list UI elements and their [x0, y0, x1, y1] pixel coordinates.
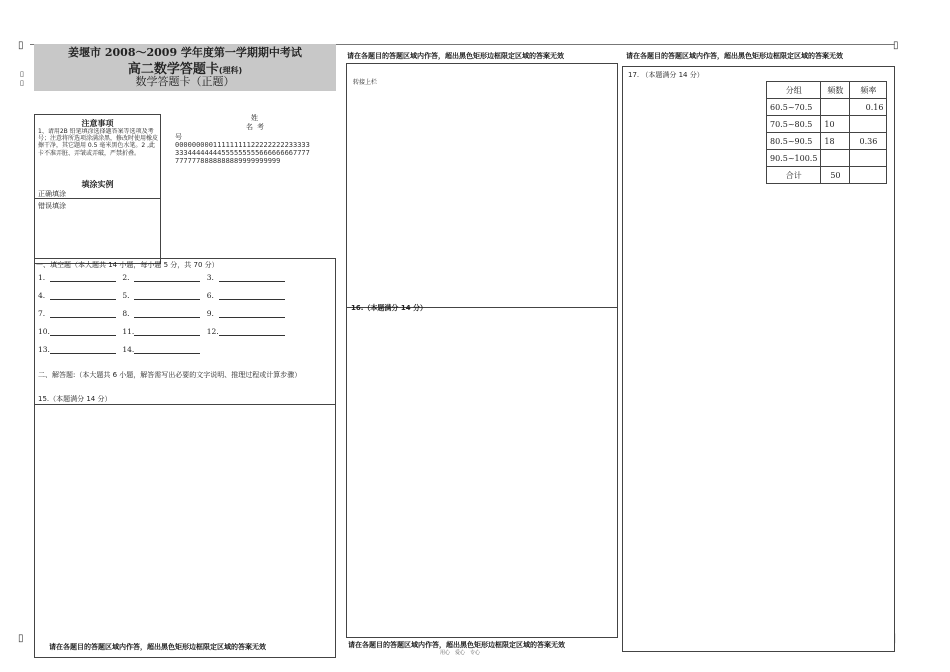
table-row — [767, 116, 887, 133]
question-17-label: 17. （本题满分 14 分） — [628, 71, 704, 79]
table-cell: 70.5~80.5 — [767, 116, 821, 133]
question-17-area[interactable] — [622, 66, 895, 652]
blank-field-1[interactable] — [50, 274, 116, 282]
section-one-title: 一、填空题（本大题共 14 小题，每小题 5 分，共 70 分） — [36, 261, 219, 269]
table-cell: 80.5~90.5 — [767, 133, 821, 150]
wrong-fill-label: 错误填涂 — [38, 202, 66, 210]
blank-number: 14. — [122, 345, 135, 354]
name-label: 姓 — [251, 114, 258, 122]
frequency-table — [766, 81, 887, 184]
footer-text: 用心 爱心 专心 — [440, 650, 481, 656]
blank-field-12[interactable] — [219, 328, 285, 336]
exam-label: 考 — [257, 123, 264, 131]
blank-field-4[interactable] — [50, 292, 116, 300]
id-digit-grid — [175, 141, 310, 165]
blank-field-10[interactable] — [50, 328, 116, 336]
continue-area[interactable] — [346, 63, 618, 308]
id-label: 号 — [175, 133, 182, 141]
table-cell[interactable] — [850, 150, 887, 167]
blank-field-3[interactable] — [219, 274, 285, 282]
blank-number: 10. — [38, 327, 50, 336]
blank-field-8[interactable] — [134, 310, 200, 318]
table-cell[interactable]: 18 — [821, 133, 850, 150]
corner-mark-top-left: ▯ — [18, 40, 24, 51]
exam-title: 姜堰市 2008～2009 学年度第一学期期中考试 — [68, 46, 302, 59]
blank-field-11[interactable] — [134, 328, 200, 336]
table-cell[interactable]: 0.36 — [850, 133, 887, 150]
section-two-title: 二、解答题:（本大题共 6 小题，解答需写出必要的文字说明、推理过程或计算步骤） — [38, 371, 302, 379]
corner-mark-left-1: ▯ — [20, 70, 24, 78]
blank-field-9[interactable] — [219, 310, 285, 318]
blank-number: 1. — [38, 273, 46, 282]
blank-row-3 — [38, 309, 285, 318]
blank-number: 9. — [206, 309, 214, 318]
table-header-cell: 频数 — [821, 82, 850, 99]
question-16-label: 16.（本题满分 14 分） — [351, 304, 428, 312]
blank-row-2 — [38, 291, 285, 300]
table-cell[interactable]: 10 — [821, 116, 850, 133]
blank-field-14[interactable] — [134, 346, 200, 354]
corner-mark-bottom-left: ▯ — [18, 633, 24, 644]
blank-number: 12. — [206, 327, 219, 336]
q15-answer-area[interactable] — [35, 405, 335, 657]
warning-bottom-col1: 请在各题目的答题区域内作答，超出黑色矩形边框限定区域的答案无效 — [49, 643, 266, 651]
table-cell[interactable] — [850, 116, 887, 133]
fill-example-title: 填涂实例 — [81, 180, 114, 189]
table-header-row — [767, 82, 887, 99]
table-row — [767, 99, 887, 116]
blank-number: 4. — [38, 291, 46, 300]
blank-row-5 — [38, 345, 200, 354]
table-cell: 60.5~70.5 — [767, 99, 821, 116]
blank-row-4 — [38, 327, 285, 336]
wrong-fill-box — [34, 198, 161, 264]
table-row — [767, 133, 887, 150]
card-title-note: (理科) — [218, 66, 243, 75]
warning-bottom-col2: 请在各题目的答题区域内作答，超出黑色矩形边框限定区域的答案无效 — [348, 641, 565, 649]
table-row — [767, 150, 887, 167]
blank-number: 8. — [122, 309, 130, 318]
notice-title: 注意事项 — [81, 119, 114, 128]
table-cell[interactable] — [850, 167, 887, 184]
table-header-cell: 频率 — [850, 82, 887, 99]
corner-mark-bottom-right: | — [893, 633, 897, 644]
blank-number: 6. — [206, 291, 214, 300]
name-label-2: 名 — [246, 123, 253, 131]
table-cell: 合计 — [767, 167, 821, 184]
id-digits-row-3: 7777778888888889999999999 — [175, 157, 281, 165]
table-cell[interactable]: 0.16 — [850, 99, 887, 116]
warning-top-col3: 请在各题目的答题区域内作答，超出黑色矩形边框限定区域的答案无效 — [626, 52, 843, 60]
question-15-label: 15.（本题满分 14 分） — [38, 395, 112, 403]
warning-top-col2: 请在各题目的答题区域内作答，超出黑色矩形边框限定区域的答案无效 — [347, 52, 564, 60]
table-row — [767, 167, 887, 184]
correct-fill-label: 正确填涂 — [38, 190, 66, 198]
blank-field-7[interactable] — [50, 310, 116, 318]
card-title-main: 高二数学答题卡 — [127, 62, 219, 77]
blank-field-5[interactable] — [134, 292, 200, 300]
table-cell: 90.5~100.5 — [767, 150, 821, 167]
card-subtitle: 数学答题卡（正题） — [135, 75, 235, 88]
blank-number: 5. — [122, 291, 130, 300]
blank-number: 2. — [122, 273, 130, 282]
blank-number: 13. — [38, 345, 50, 354]
table-header-cell: 分组 — [767, 82, 821, 99]
notice-text: 1、请用2B 铅笔填涂选择题答案等选项及考号；注意将所选项涂满涂黑，修改时使用橡皮擦干净，其它题用 0.5 毫米黑色水笔。2 ,此卡不准弄脏、弄皱或弄破，严禁折叠。 — [38, 128, 158, 157]
blank-field-13[interactable] — [50, 346, 116, 354]
blank-number: 11. — [122, 327, 135, 336]
continue-label: 转接上栏 — [353, 79, 378, 86]
corner-mark-top-right: ▯ — [893, 40, 899, 51]
table-cell[interactable]: 50 — [821, 167, 850, 184]
blank-number: 7. — [38, 309, 46, 318]
id-digits-row-1: 00000000011111111122222222233333 — [175, 141, 310, 149]
blank-field-6[interactable] — [219, 292, 285, 300]
blank-row-1 — [38, 273, 285, 282]
table-cell[interactable] — [821, 150, 850, 167]
question-16-area[interactable] — [346, 304, 618, 638]
notice-box — [34, 114, 161, 199]
id-digits-row-2: 33344444444555555555666666667777 — [175, 149, 310, 157]
blank-number: 3. — [206, 273, 214, 282]
header-panel — [34, 44, 336, 91]
table-cell[interactable] — [821, 99, 850, 116]
corner-mark-left-2: ▯ — [20, 79, 24, 87]
blank-field-2[interactable] — [134, 274, 200, 282]
